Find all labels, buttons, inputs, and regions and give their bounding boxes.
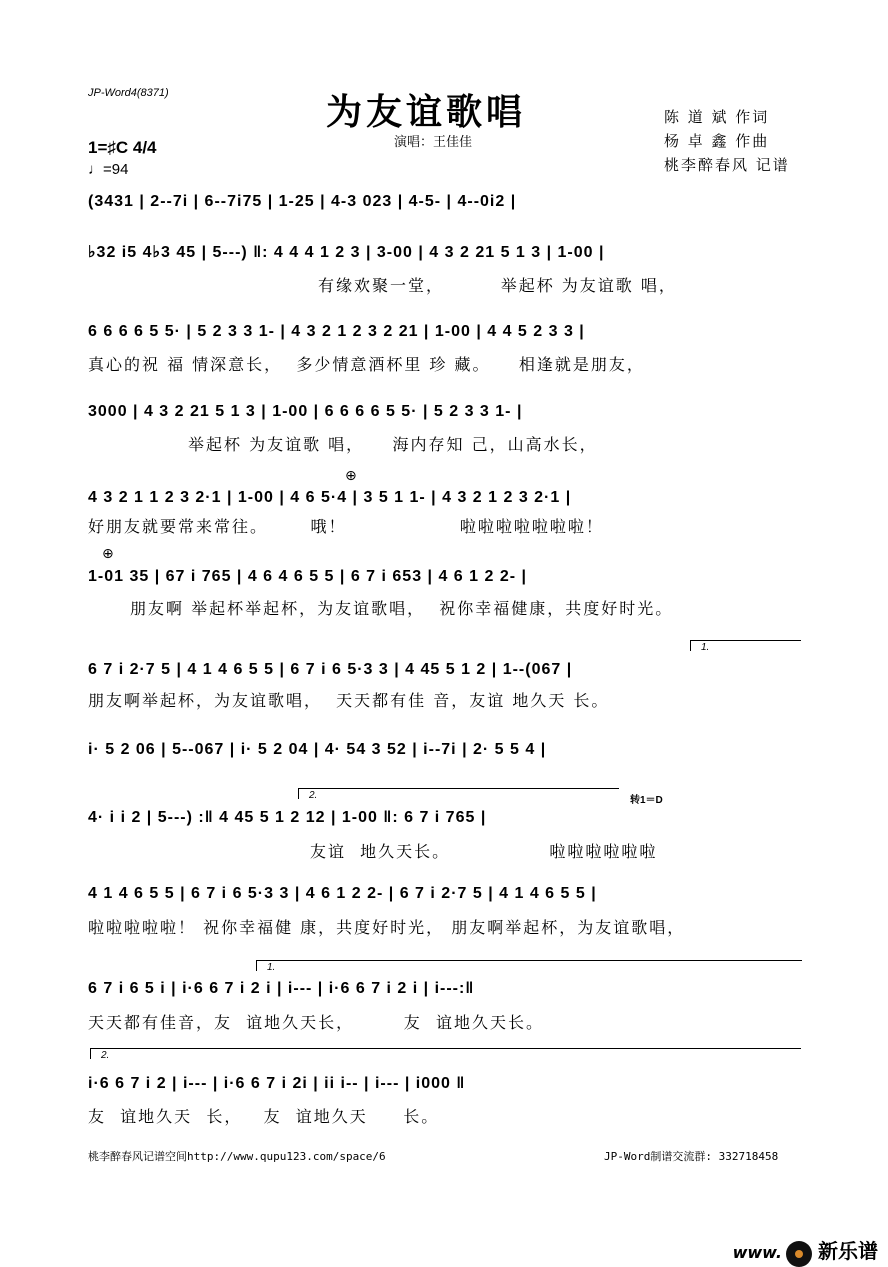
- lyric-line-9: 友谊 地久天长。 啦啦啦啦啦啦: [310, 842, 658, 861]
- notation-line-11: 6 7 i 6 5 i | i·6 6 7 i 2 i | i--- | i·6 6 7 i 2 i | i---:‖: [88, 980, 475, 997]
- footer-right: JP-Word制谱交流群: 332718458: [604, 1150, 779, 1163]
- lyric-line-6: 朋友啊 举起杯举起杯，为友谊歌唱， 祝你幸福健康，共度好时光。: [130, 599, 674, 618]
- brand-url: www.: [732, 1243, 782, 1262]
- notation-line-1: (3431 | 2--7i | 6--7i75 | 1-25 | 4-3 023 | 4-5- | 4--0i2 |: [88, 193, 517, 210]
- coda-sign-2: ⊕: [102, 546, 114, 562]
- modulation-mark: 转1＝D: [630, 795, 663, 806]
- lyric-line-4: 举起杯 为友谊歌 唱， 海内存知 己，山高水长，: [188, 435, 598, 454]
- key-signature: 1=♯C 4/4: [88, 138, 157, 157]
- lyric-line-7: 朋友啊举起杯，为友谊歌唱， 天天都有佳 音，友谊 地久天 长。: [88, 691, 610, 710]
- notation-line-5: 4 3 2 1 1 2 3 2·1 | 1-00 | 4 6 5·4 | 3 5 1 1- | 4 3 2 1 2 3 2·1 |: [88, 489, 572, 506]
- notation-line-4: 3000 | 4 3 2 21 5 1 3 | 1-00 | 6 6 6 6 5 5· | 5 2 3 3 1- |: [88, 403, 523, 420]
- lyric-line-12: 友 谊地久天 长， 友 谊地久天 长。: [88, 1107, 440, 1126]
- lyric-line-10: 啦啦啦啦啦！ 祝你幸福健 康，共度好时光， 朋友啊举起杯，为友谊歌唱，: [88, 918, 686, 937]
- volta-first-ending-2: 1.: [256, 960, 802, 971]
- volta-second-ending-2: 2.: [90, 1048, 801, 1059]
- tempo-marking: ♩=94: [88, 161, 129, 178]
- notation-line-10: 4 1 4 6 5 5 | 6 7 i 6 5·3 3 | 4 6 1 2 2- | 6 7 i 2·7 5 | 4 1 4 6 5 5 |: [88, 885, 597, 902]
- lyric-line-2: 有缘欢聚一堂， 举起杯 为友谊歌 唱，: [318, 276, 677, 295]
- transcriber-credit: 桃李醉春风 记谱: [664, 156, 790, 174]
- lyric-line-3: 真心的祝 福 情深意长， 多少情意酒杯里 珍 藏。 相逢就是朋友，: [88, 355, 645, 374]
- volta-second-ending: 2.: [298, 788, 619, 799]
- coda-sign: ⊕: [345, 468, 357, 484]
- song-title: 为友谊歌唱: [326, 92, 527, 133]
- lyricist-credit: 陈 道 斌 作词: [664, 108, 770, 126]
- lyric-line-11: 天天都有佳音，友 谊地久天长， 友 谊地久天长。: [88, 1013, 544, 1032]
- notation-line-2: ♭32 i5 4♭3 45 | 5---) ‖: 4 4 4 1 2 3 | 3-00 | 4 3 2 21 5 1 3 | 1-00 |: [88, 244, 605, 261]
- notation-line-12: i·6 6 7 i 2 | i--- | i·6 6 7 i 2i | ii i-- | i--- | i000 ‖: [88, 1075, 466, 1092]
- software-tag: JP-Word4(8371): [88, 87, 169, 99]
- notation-line-9: 4· i i 2 | 5---) :‖ 4 45 5 1 2 12 | 1-00 ‖: 6 7 i 765 |: [88, 809, 487, 826]
- footer-left: 桃李醉春风记谱空间http://www.qupu123.com/space/6: [88, 1150, 386, 1163]
- music-disc-icon: [786, 1241, 812, 1267]
- composer-credit: 杨 卓 鑫 作曲: [664, 132, 770, 150]
- notation-line-7: 6 7 i 2·7 5 | 4 1 4 6 5 5 | 6 7 i 6 5·3 3 | 4 45 5 1 2 | 1--(067 |: [88, 661, 573, 678]
- notation-line-8: i· 5 2 06 | 5--067 | i· 5 2 04 | 4· 54 3 52 | i--7i | 2· 5 5 4 |: [88, 741, 547, 758]
- notation-line-6: 1-01 35 | 67 i 765 | 4 6 4 6 5 5 | 6 7 i 653 | 4 6 1 2 2- |: [88, 568, 527, 585]
- lyric-line-5: 好朋友就要常来常往。 哦！ 啦啦啦啦啦啦啦！: [88, 517, 604, 536]
- volta-first-ending: 1.: [690, 640, 801, 651]
- singer-credit: 演唱：王佳佳: [394, 135, 473, 150]
- brand-watermark: [721, 1216, 878, 1267]
- notation-line-3: 6 6 6 6 5 5· | 5 2 3 3 1- | 4 3 2 1 2 3 2 21 | 1-00 | 4 4 5 2 3 3 |: [88, 323, 585, 340]
- brand-name: 新乐谱: [818, 1239, 878, 1263]
